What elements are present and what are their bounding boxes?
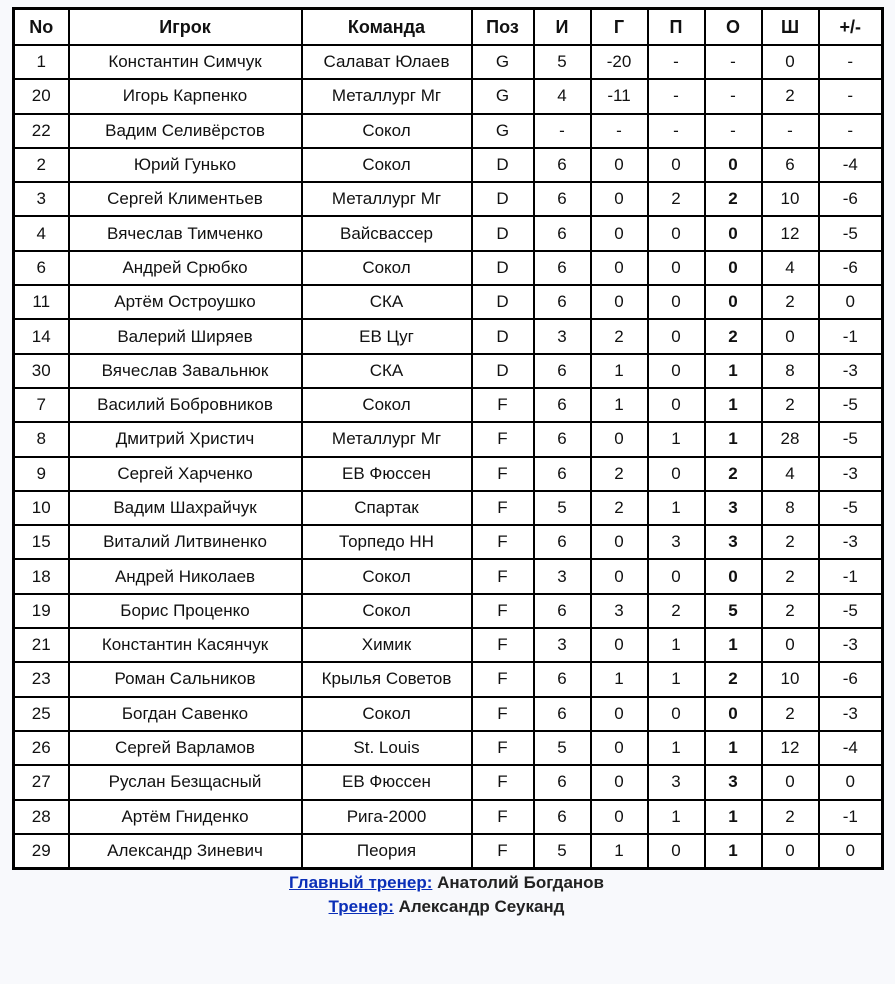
cell-col-position: F xyxy=(472,388,534,422)
cell-col-penalty: 2 xyxy=(762,285,819,319)
roster-table xyxy=(12,7,884,870)
header-col-position: Поз xyxy=(472,9,534,46)
cell-col-number: 9 xyxy=(14,457,69,491)
cell-col-player: Андрей Срюбко xyxy=(69,251,302,285)
cell-col-goals: 0 xyxy=(591,731,648,765)
cell-col-goals: 0 xyxy=(591,251,648,285)
cell-col-number: 14 xyxy=(14,319,69,353)
cell-col-points: 3 xyxy=(705,765,762,799)
cell-col-points: 1 xyxy=(705,800,762,834)
cell-col-games: 5 xyxy=(534,834,591,869)
header-col-games: И xyxy=(534,9,591,46)
cell-col-team: Металлург Мг xyxy=(302,182,472,216)
cell-col-team: Сокол xyxy=(302,697,472,731)
cell-col-position: G xyxy=(472,45,534,79)
cell-col-player: Борис Проценко xyxy=(69,594,302,628)
roster-container xyxy=(12,7,881,919)
cell-col-plus-minus: -6 xyxy=(819,251,883,285)
table-row xyxy=(14,216,883,250)
cell-col-number: 22 xyxy=(14,114,69,148)
cell-col-plus-minus: -1 xyxy=(819,800,883,834)
cell-col-number: 18 xyxy=(14,559,69,593)
cell-col-assists: 2 xyxy=(648,182,705,216)
cell-col-points: 1 xyxy=(705,422,762,456)
roster-body xyxy=(14,45,883,869)
cell-col-number: 19 xyxy=(14,594,69,628)
header-col-player: Игрок xyxy=(69,9,302,46)
cell-col-player: Дмитрий Христич xyxy=(69,422,302,456)
cell-col-penalty: 10 xyxy=(762,182,819,216)
cell-col-penalty: 2 xyxy=(762,559,819,593)
cell-col-assists: 1 xyxy=(648,422,705,456)
cell-col-plus-minus: -1 xyxy=(819,559,883,593)
cell-col-number: 10 xyxy=(14,491,69,525)
cell-col-points: 1 xyxy=(705,388,762,422)
cell-col-team: Металлург Мг xyxy=(302,79,472,113)
table-row xyxy=(14,45,883,79)
cell-col-plus-minus: -5 xyxy=(819,216,883,250)
cell-col-games: 6 xyxy=(534,148,591,182)
cell-col-team: Химик xyxy=(302,628,472,662)
cell-col-number: 6 xyxy=(14,251,69,285)
cell-col-penalty: 0 xyxy=(762,628,819,662)
cell-col-penalty: 10 xyxy=(762,662,819,696)
cell-col-assists: 3 xyxy=(648,765,705,799)
table-row xyxy=(14,354,883,388)
cell-col-goals: 1 xyxy=(591,354,648,388)
cell-col-team: St. Louis xyxy=(302,731,472,765)
cell-col-goals: - xyxy=(591,114,648,148)
cell-col-assists: - xyxy=(648,79,705,113)
cell-col-number: 20 xyxy=(14,79,69,113)
cell-col-player: Вячеслав Завальнюк xyxy=(69,354,302,388)
cell-col-penalty: 0 xyxy=(762,319,819,353)
cell-col-goals: 0 xyxy=(591,559,648,593)
cell-col-points: - xyxy=(705,45,762,79)
cell-col-assists: 0 xyxy=(648,285,705,319)
cell-col-player: Василий Бобровников xyxy=(69,388,302,422)
cell-col-goals: 0 xyxy=(591,800,648,834)
cell-col-points: 0 xyxy=(705,251,762,285)
cell-col-penalty: 12 xyxy=(762,731,819,765)
cell-col-goals: 0 xyxy=(591,628,648,662)
cell-col-assists: 0 xyxy=(648,148,705,182)
cell-col-penalty: 4 xyxy=(762,457,819,491)
cell-col-points: 1 xyxy=(705,834,762,869)
cell-col-plus-minus: -5 xyxy=(819,422,883,456)
cell-col-team: Сокол xyxy=(302,559,472,593)
cell-col-goals: 1 xyxy=(591,662,648,696)
cell-col-assists: 1 xyxy=(648,491,705,525)
cell-col-goals: 0 xyxy=(591,525,648,559)
cell-col-player: Артём Остроушко xyxy=(69,285,302,319)
cell-col-points: 1 xyxy=(705,354,762,388)
cell-col-plus-minus: 0 xyxy=(819,834,883,869)
cell-col-number: 28 xyxy=(14,800,69,834)
cell-col-plus-minus: -6 xyxy=(819,662,883,696)
cell-col-team: Металлург Мг xyxy=(302,422,472,456)
cell-col-penalty: 8 xyxy=(762,491,819,525)
cell-col-points: 5 xyxy=(705,594,762,628)
cell-col-plus-minus: -3 xyxy=(819,354,883,388)
cell-col-number: 26 xyxy=(14,731,69,765)
cell-col-assists: 0 xyxy=(648,559,705,593)
cell-col-games: 6 xyxy=(534,422,591,456)
cell-col-assists: 2 xyxy=(648,594,705,628)
cell-col-assists: 0 xyxy=(648,216,705,250)
cell-col-number: 2 xyxy=(14,148,69,182)
cell-col-assists: - xyxy=(648,45,705,79)
cell-col-points: 0 xyxy=(705,285,762,319)
cell-col-position: D xyxy=(472,285,534,319)
cell-col-goals: -11 xyxy=(591,79,648,113)
cell-col-position: F xyxy=(472,765,534,799)
cell-col-position: F xyxy=(472,628,534,662)
cell-col-team: ЕВ Фюссен xyxy=(302,765,472,799)
cell-col-plus-minus: -4 xyxy=(819,731,883,765)
cell-col-position: G xyxy=(472,79,534,113)
cell-col-player: Александр Зиневич xyxy=(69,834,302,869)
cell-col-assists: 0 xyxy=(648,354,705,388)
cell-col-position: F xyxy=(472,525,534,559)
cell-col-player: Руслан Безщасный xyxy=(69,765,302,799)
cell-col-team: Рига-2000 xyxy=(302,800,472,834)
coach-line xyxy=(12,895,881,919)
cell-col-assists: 0 xyxy=(648,697,705,731)
cell-col-number: 1 xyxy=(14,45,69,79)
table-row xyxy=(14,388,883,422)
table-row xyxy=(14,834,883,869)
cell-col-position: F xyxy=(472,457,534,491)
cell-col-games: 6 xyxy=(534,594,591,628)
cell-col-points: 2 xyxy=(705,457,762,491)
cell-col-position: F xyxy=(472,559,534,593)
cell-col-player: Сергей Климентьев xyxy=(69,182,302,216)
cell-col-team: Пеория xyxy=(302,834,472,869)
cell-col-games: 6 xyxy=(534,182,591,216)
cell-col-team: Сокол xyxy=(302,114,472,148)
cell-col-goals: 0 xyxy=(591,148,648,182)
cell-col-penalty: 2 xyxy=(762,697,819,731)
cell-col-assists: 1 xyxy=(648,731,705,765)
cell-col-goals: 3 xyxy=(591,594,648,628)
cell-col-number: 23 xyxy=(14,662,69,696)
table-row xyxy=(14,319,883,353)
cell-col-number: 30 xyxy=(14,354,69,388)
cell-col-games: 5 xyxy=(534,731,591,765)
cell-col-number: 25 xyxy=(14,697,69,731)
cell-col-position: D xyxy=(472,148,534,182)
cell-col-player: Андрей Николаев xyxy=(69,559,302,593)
cell-col-games: 6 xyxy=(534,765,591,799)
cell-col-plus-minus: -1 xyxy=(819,319,883,353)
cell-col-goals: 0 xyxy=(591,765,648,799)
cell-col-penalty: 4 xyxy=(762,251,819,285)
cell-col-goals: 2 xyxy=(591,491,648,525)
cell-col-assists: 3 xyxy=(648,525,705,559)
header-col-goals: Г xyxy=(591,9,648,46)
cell-col-player: Валерий Ширяев xyxy=(69,319,302,353)
cell-col-points: 2 xyxy=(705,182,762,216)
cell-col-team: Сокол xyxy=(302,251,472,285)
table-row xyxy=(14,251,883,285)
cell-col-plus-minus: -5 xyxy=(819,491,883,525)
cell-col-points: 0 xyxy=(705,148,762,182)
cell-col-number: 11 xyxy=(14,285,69,319)
cell-col-games: 6 xyxy=(534,354,591,388)
cell-col-player: Вадим Селивёрстов xyxy=(69,114,302,148)
cell-col-goals: 1 xyxy=(591,834,648,869)
cell-col-team: ЕВ Цуг xyxy=(302,319,472,353)
header-col-plus-minus: +/- xyxy=(819,9,883,46)
cell-col-penalty: 2 xyxy=(762,79,819,113)
cell-col-player: Роман Сальников xyxy=(69,662,302,696)
cell-col-plus-minus: - xyxy=(819,114,883,148)
cell-col-player: Сергей Варламов xyxy=(69,731,302,765)
cell-col-games: 3 xyxy=(534,319,591,353)
header-col-assists: П xyxy=(648,9,705,46)
cell-col-games: 6 xyxy=(534,216,591,250)
cell-col-points: 0 xyxy=(705,559,762,593)
header-col-team: Команда xyxy=(302,9,472,46)
cell-col-penalty: - xyxy=(762,114,819,148)
cell-col-team: Крылья Советов xyxy=(302,662,472,696)
cell-col-player: Константин Касянчук xyxy=(69,628,302,662)
head-coach-line xyxy=(12,871,881,895)
cell-col-position: F xyxy=(472,731,534,765)
cell-col-position: F xyxy=(472,594,534,628)
cell-col-goals: 0 xyxy=(591,285,648,319)
table-row xyxy=(14,594,883,628)
cell-col-assists: 0 xyxy=(648,834,705,869)
table-row xyxy=(14,491,883,525)
table-row xyxy=(14,731,883,765)
cell-col-position: F xyxy=(472,834,534,869)
cell-col-penalty: 0 xyxy=(762,45,819,79)
cell-col-goals: 0 xyxy=(591,422,648,456)
cell-col-number: 21 xyxy=(14,628,69,662)
cell-col-games: 5 xyxy=(534,45,591,79)
cell-col-penalty: 6 xyxy=(762,148,819,182)
cell-col-games: 3 xyxy=(534,559,591,593)
cell-col-position: G xyxy=(472,114,534,148)
cell-col-number: 29 xyxy=(14,834,69,869)
staff-block xyxy=(12,871,881,919)
table-row xyxy=(14,800,883,834)
table-row xyxy=(14,79,883,113)
head-coach-name: Анатолий Богданов xyxy=(437,873,604,893)
cell-col-goals: 2 xyxy=(591,319,648,353)
cell-col-team: Сокол xyxy=(302,388,472,422)
cell-col-team: СКА xyxy=(302,354,472,388)
table-row xyxy=(14,148,883,182)
cell-col-assists: 1 xyxy=(648,800,705,834)
header-col-points: О xyxy=(705,9,762,46)
cell-col-team: СКА xyxy=(302,285,472,319)
cell-col-plus-minus: 0 xyxy=(819,285,883,319)
cell-col-number: 27 xyxy=(14,765,69,799)
header-col-number: No xyxy=(14,9,69,46)
cell-col-penalty: 0 xyxy=(762,765,819,799)
cell-col-games: 3 xyxy=(534,628,591,662)
table-row xyxy=(14,182,883,216)
cell-col-position: F xyxy=(472,662,534,696)
cell-col-plus-minus: -5 xyxy=(819,388,883,422)
cell-col-number: 4 xyxy=(14,216,69,250)
cell-col-plus-minus: -3 xyxy=(819,457,883,491)
cell-col-player: Вадим Шахрайчук xyxy=(69,491,302,525)
cell-col-assists: 0 xyxy=(648,251,705,285)
cell-col-points: 3 xyxy=(705,525,762,559)
cell-col-penalty: 12 xyxy=(762,216,819,250)
table-row xyxy=(14,697,883,731)
header-col-penalty: Ш xyxy=(762,9,819,46)
cell-col-games: 6 xyxy=(534,388,591,422)
cell-col-number: 8 xyxy=(14,422,69,456)
cell-col-assists: 0 xyxy=(648,319,705,353)
cell-col-penalty: 2 xyxy=(762,800,819,834)
cell-col-points: 0 xyxy=(705,216,762,250)
table-row xyxy=(14,559,883,593)
cell-col-player: Сергей Харченко xyxy=(69,457,302,491)
cell-col-points: - xyxy=(705,79,762,113)
cell-col-games: - xyxy=(534,114,591,148)
cell-col-team: Спартак xyxy=(302,491,472,525)
cell-col-player: Богдан Савенко xyxy=(69,697,302,731)
cell-col-goals: -20 xyxy=(591,45,648,79)
cell-col-games: 6 xyxy=(534,697,591,731)
coach-link[interactable]: Тренер: xyxy=(328,897,394,917)
cell-col-points: 2 xyxy=(705,319,762,353)
table-row xyxy=(14,765,883,799)
cell-col-number: 7 xyxy=(14,388,69,422)
table-row xyxy=(14,422,883,456)
cell-col-team: Торпедо НН xyxy=(302,525,472,559)
cell-col-points: 2 xyxy=(705,662,762,696)
cell-col-team: Сокол xyxy=(302,594,472,628)
cell-col-penalty: 8 xyxy=(762,354,819,388)
table-row xyxy=(14,628,883,662)
cell-col-team: ЕВ Фюссен xyxy=(302,457,472,491)
coach-name: Александр Сеуканд xyxy=(398,897,565,917)
cell-col-number: 15 xyxy=(14,525,69,559)
cell-col-plus-minus: 0 xyxy=(819,765,883,799)
cell-col-goals: 0 xyxy=(591,182,648,216)
table-row xyxy=(14,114,883,148)
cell-col-goals: 0 xyxy=(591,216,648,250)
head-coach-link[interactable]: Главный тренер: xyxy=(289,873,433,893)
cell-col-games: 5 xyxy=(534,491,591,525)
cell-col-goals: 2 xyxy=(591,457,648,491)
cell-col-team: Вайсвассер xyxy=(302,216,472,250)
cell-col-player: Юрий Гунько xyxy=(69,148,302,182)
cell-col-plus-minus: -3 xyxy=(819,628,883,662)
cell-col-plus-minus: - xyxy=(819,45,883,79)
cell-col-position: D xyxy=(472,216,534,250)
cell-col-plus-minus: -4 xyxy=(819,148,883,182)
cell-col-player: Вячеслав Тимченко xyxy=(69,216,302,250)
table-row xyxy=(14,285,883,319)
cell-col-games: 6 xyxy=(534,800,591,834)
cell-col-player: Артём Гниденко xyxy=(69,800,302,834)
cell-col-assists: 1 xyxy=(648,628,705,662)
cell-col-games: 6 xyxy=(534,662,591,696)
cell-col-position: D xyxy=(472,182,534,216)
cell-col-points: 1 xyxy=(705,731,762,765)
cell-col-plus-minus: - xyxy=(819,79,883,113)
cell-col-plus-minus: -3 xyxy=(819,525,883,559)
cell-col-assists: 1 xyxy=(648,662,705,696)
cell-col-team: Салават Юлаев xyxy=(302,45,472,79)
cell-col-position: F xyxy=(472,800,534,834)
cell-col-plus-minus: -5 xyxy=(819,594,883,628)
cell-col-position: D xyxy=(472,319,534,353)
cell-col-position: F xyxy=(472,422,534,456)
cell-col-points: 1 xyxy=(705,628,762,662)
cell-col-penalty: 28 xyxy=(762,422,819,456)
cell-col-goals: 1 xyxy=(591,388,648,422)
table-row xyxy=(14,457,883,491)
cell-col-points: 0 xyxy=(705,697,762,731)
cell-col-position: F xyxy=(472,491,534,525)
cell-col-games: 6 xyxy=(534,525,591,559)
cell-col-games: 4 xyxy=(534,79,591,113)
cell-col-plus-minus: -6 xyxy=(819,182,883,216)
table-row xyxy=(14,525,883,559)
cell-col-games: 6 xyxy=(534,285,591,319)
cell-col-assists: - xyxy=(648,114,705,148)
cell-col-position: D xyxy=(472,354,534,388)
cell-col-goals: 0 xyxy=(591,697,648,731)
cell-col-penalty: 2 xyxy=(762,388,819,422)
cell-col-penalty: 2 xyxy=(762,525,819,559)
cell-col-assists: 0 xyxy=(648,457,705,491)
cell-col-position: D xyxy=(472,251,534,285)
cell-col-team: Сокол xyxy=(302,148,472,182)
cell-col-penalty: 0 xyxy=(762,834,819,869)
cell-col-player: Константин Симчук xyxy=(69,45,302,79)
cell-col-plus-minus: -3 xyxy=(819,697,883,731)
cell-col-points: 3 xyxy=(705,491,762,525)
cell-col-games: 6 xyxy=(534,251,591,285)
cell-col-position: F xyxy=(472,697,534,731)
cell-col-points: - xyxy=(705,114,762,148)
cell-col-penalty: 2 xyxy=(762,594,819,628)
table-header-row xyxy=(14,9,883,46)
cell-col-player: Игорь Карпенко xyxy=(69,79,302,113)
cell-col-assists: 0 xyxy=(648,388,705,422)
cell-col-player: Виталий Литвиненко xyxy=(69,525,302,559)
cell-col-number: 3 xyxy=(14,182,69,216)
cell-col-games: 6 xyxy=(534,457,591,491)
table-row xyxy=(14,662,883,696)
